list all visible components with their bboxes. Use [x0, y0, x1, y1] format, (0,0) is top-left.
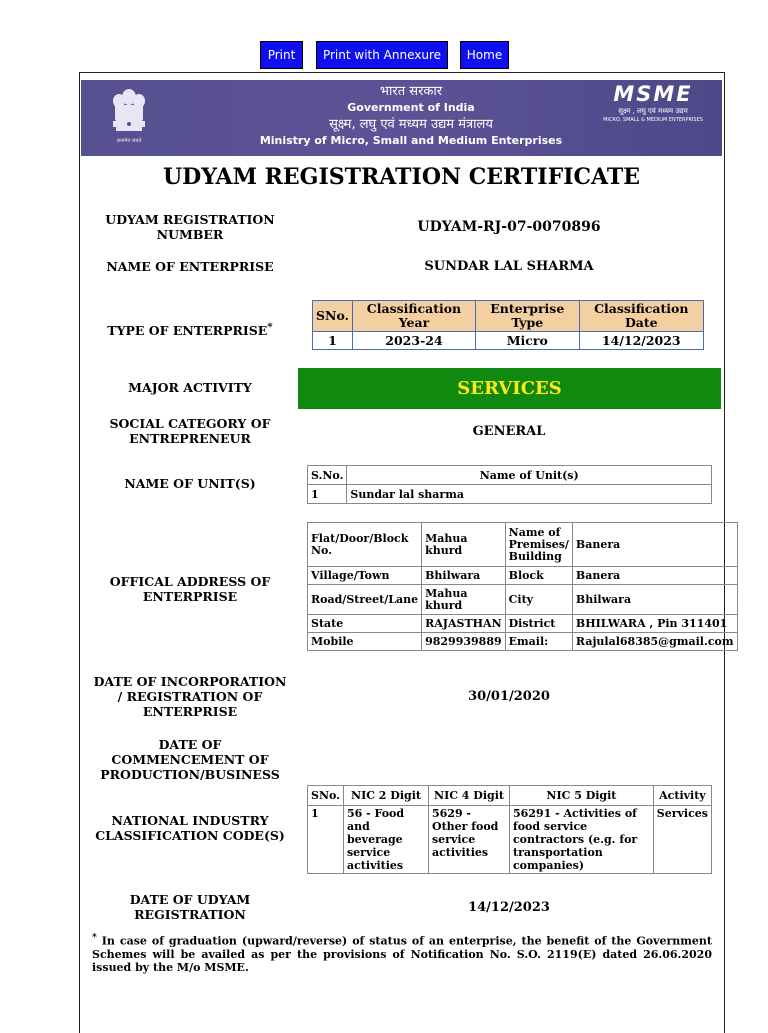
- enterprise-type-label-text: TYPE OF ENTERPRISE: [107, 323, 268, 339]
- table-cell: Sundar lal sharma: [347, 485, 712, 504]
- table-header: Classification Year: [352, 301, 475, 332]
- address-table: [307, 522, 738, 651]
- table-header: S.No.: [308, 466, 347, 485]
- footnote-asterisk: *: [92, 932, 97, 943]
- table-cell: 1: [308, 806, 344, 874]
- enterprise-name-label: NAME OF ENTERPRISE: [106, 259, 274, 274]
- msme-logo-subtitle: MICRO, SMALL & MEDIUM ENTERPRISES: [603, 117, 703, 123]
- unit-names-table: [307, 465, 712, 504]
- national-emblem-icon: [106, 85, 152, 147]
- enterprise-type-asterisk: *: [267, 321, 273, 333]
- government-of-india-text: Government of India: [347, 101, 475, 114]
- ministry-banner: [81, 80, 722, 156]
- msme-logo-hindi: सूक्ष्म , लघु एवं मध्यम उद्यम: [618, 107, 688, 115]
- commencement-date-label: DATE OF COMMENCEMENT OF PRODUCTION/BUSINESS: [100, 737, 280, 782]
- enterprise-name-value: SUNDAR LAL SHARMA: [424, 259, 594, 274]
- table-header: SNo.: [313, 301, 353, 332]
- table-row: [308, 485, 712, 504]
- udyam-date-value: 14/12/2023: [468, 900, 550, 915]
- table-cell: RAJASTHAN: [422, 615, 506, 633]
- table-cell: 1: [308, 485, 347, 504]
- address-label: OFFICAL ADDRESS OF ENTERPRISE: [109, 574, 271, 604]
- table-header: NIC 4 Digit: [428, 786, 509, 806]
- table-header: NIC 2 Digit: [343, 786, 428, 806]
- table-cell: BHILWARA , Pin 311401: [572, 615, 737, 633]
- table-cell: District: [505, 615, 572, 633]
- table-header: Classification Date: [579, 301, 703, 332]
- msme-logo-word: MSME: [613, 82, 693, 106]
- table-row: [308, 523, 738, 567]
- table-row: [308, 633, 738, 651]
- social-category-label: SOCIAL CATEGORY OF ENTREPRENEUR: [109, 416, 271, 446]
- table-cell: Email:: [505, 633, 572, 651]
- table-cell: Mobile: [308, 633, 422, 651]
- table-cell: 5629 - Other food service activities: [428, 806, 509, 874]
- table-cell: State: [308, 615, 422, 633]
- emblem-motto: सत्यमेव जयते: [116, 138, 142, 144]
- table-cell: Road/Street/Lane: [308, 585, 422, 615]
- table-header-row: [308, 786, 712, 806]
- table-cell: 1: [313, 332, 353, 350]
- table-header: NIC 5 Digit: [509, 786, 653, 806]
- incorporation-date-label: DATE OF INCORPORATION / REGISTRATION OF ENTERPRISE: [93, 674, 287, 719]
- unit-names-label: NAME OF UNIT(S): [124, 476, 256, 491]
- enterprise-type-label: [100, 320, 280, 338]
- table-cell: 56 - Food and beverage service activities: [343, 806, 428, 874]
- incorporation-date-value: 30/01/2020: [468, 689, 550, 704]
- nic-codes-label: NATIONAL INDUSTRY CLASSIFICATION CODE(S): [95, 813, 285, 843]
- enterprise-type-table: [312, 300, 704, 350]
- table-row: [313, 332, 704, 350]
- print-with-annexure-button[interactable]: Print with Annexure: [316, 41, 448, 69]
- table-cell: Mahua khurd: [422, 585, 506, 615]
- registration-number-label: UDYAM REGISTRATION NUMBER: [105, 212, 275, 242]
- table-header-row: [308, 466, 712, 485]
- toolbar: [0, 41, 768, 71]
- hindi-ministry-text: सूक्ष्म, लघु एवं मध्यम उद्यम मंत्रालय: [329, 117, 493, 132]
- table-header: Enterprise Type: [476, 301, 580, 332]
- banner-heading: [251, 84, 571, 149]
- table-cell: Flat/Door/Block No.: [308, 523, 422, 567]
- registration-number-value: UDYAM-RJ-07-0070896: [417, 219, 601, 235]
- major-activity-label: MAJOR ACTIVITY: [128, 380, 252, 395]
- table-cell: 9829939889: [422, 633, 506, 651]
- table-cell: Micro: [476, 332, 580, 350]
- home-button[interactable]: Home: [460, 41, 509, 69]
- table-cell: 56291 - Activities of food service contractors (e.g. for transportation companies): [509, 806, 653, 874]
- table-cell: 2023-24: [352, 332, 475, 350]
- table-row: [308, 806, 712, 874]
- social-category-value: GENERAL: [472, 424, 546, 439]
- table-cell: Bhilwara: [422, 567, 506, 585]
- table-cell: Banera: [572, 567, 737, 585]
- table-cell: Name of Premises/ Building: [505, 523, 572, 567]
- table-header: SNo.: [308, 786, 344, 806]
- table-row: [308, 567, 738, 585]
- ministry-text: Ministry of Micro, Small and Medium Enterprises: [259, 134, 563, 147]
- footnote-text: In case of graduation (upward/reverse) of status of an enterprise, the benefit of the Government Schemes will be availed as per the provisions of Notification No. S.O. 2119(E) dated 26.06.2020 issued by the M/o MSME.: [92, 934, 712, 974]
- major-activity-value: SERVICES: [298, 368, 721, 409]
- table-header-row: [313, 301, 704, 332]
- table-cell: City: [505, 585, 572, 615]
- table-cell: Mahua khurd: [422, 523, 506, 567]
- table-header: Activity: [653, 786, 711, 806]
- table-cell: Bhilwara: [572, 585, 737, 615]
- msme-logo: [603, 82, 703, 128]
- nic-codes-table: [307, 785, 712, 874]
- email-link[interactable]: Rajulal68385@gmail.com: [572, 633, 737, 651]
- table-header: Name of Unit(s): [347, 466, 712, 485]
- footnote: [92, 931, 712, 974]
- table-cell: Banera: [572, 523, 737, 567]
- print-button[interactable]: Print: [260, 41, 303, 69]
- table-cell: Block: [505, 567, 572, 585]
- table-cell: Services: [653, 806, 711, 874]
- udyam-date-label: DATE OF UDYAM REGISTRATION: [129, 892, 251, 922]
- table-row: [308, 585, 738, 615]
- table-cell: Village/Town: [308, 567, 422, 585]
- table-cell: 14/12/2023: [579, 332, 703, 350]
- hindi-government-text: भारत सरकार: [379, 84, 443, 99]
- certificate-title: UDYAM REGISTRATION CERTIFICATE: [162, 164, 641, 190]
- table-row: [308, 615, 738, 633]
